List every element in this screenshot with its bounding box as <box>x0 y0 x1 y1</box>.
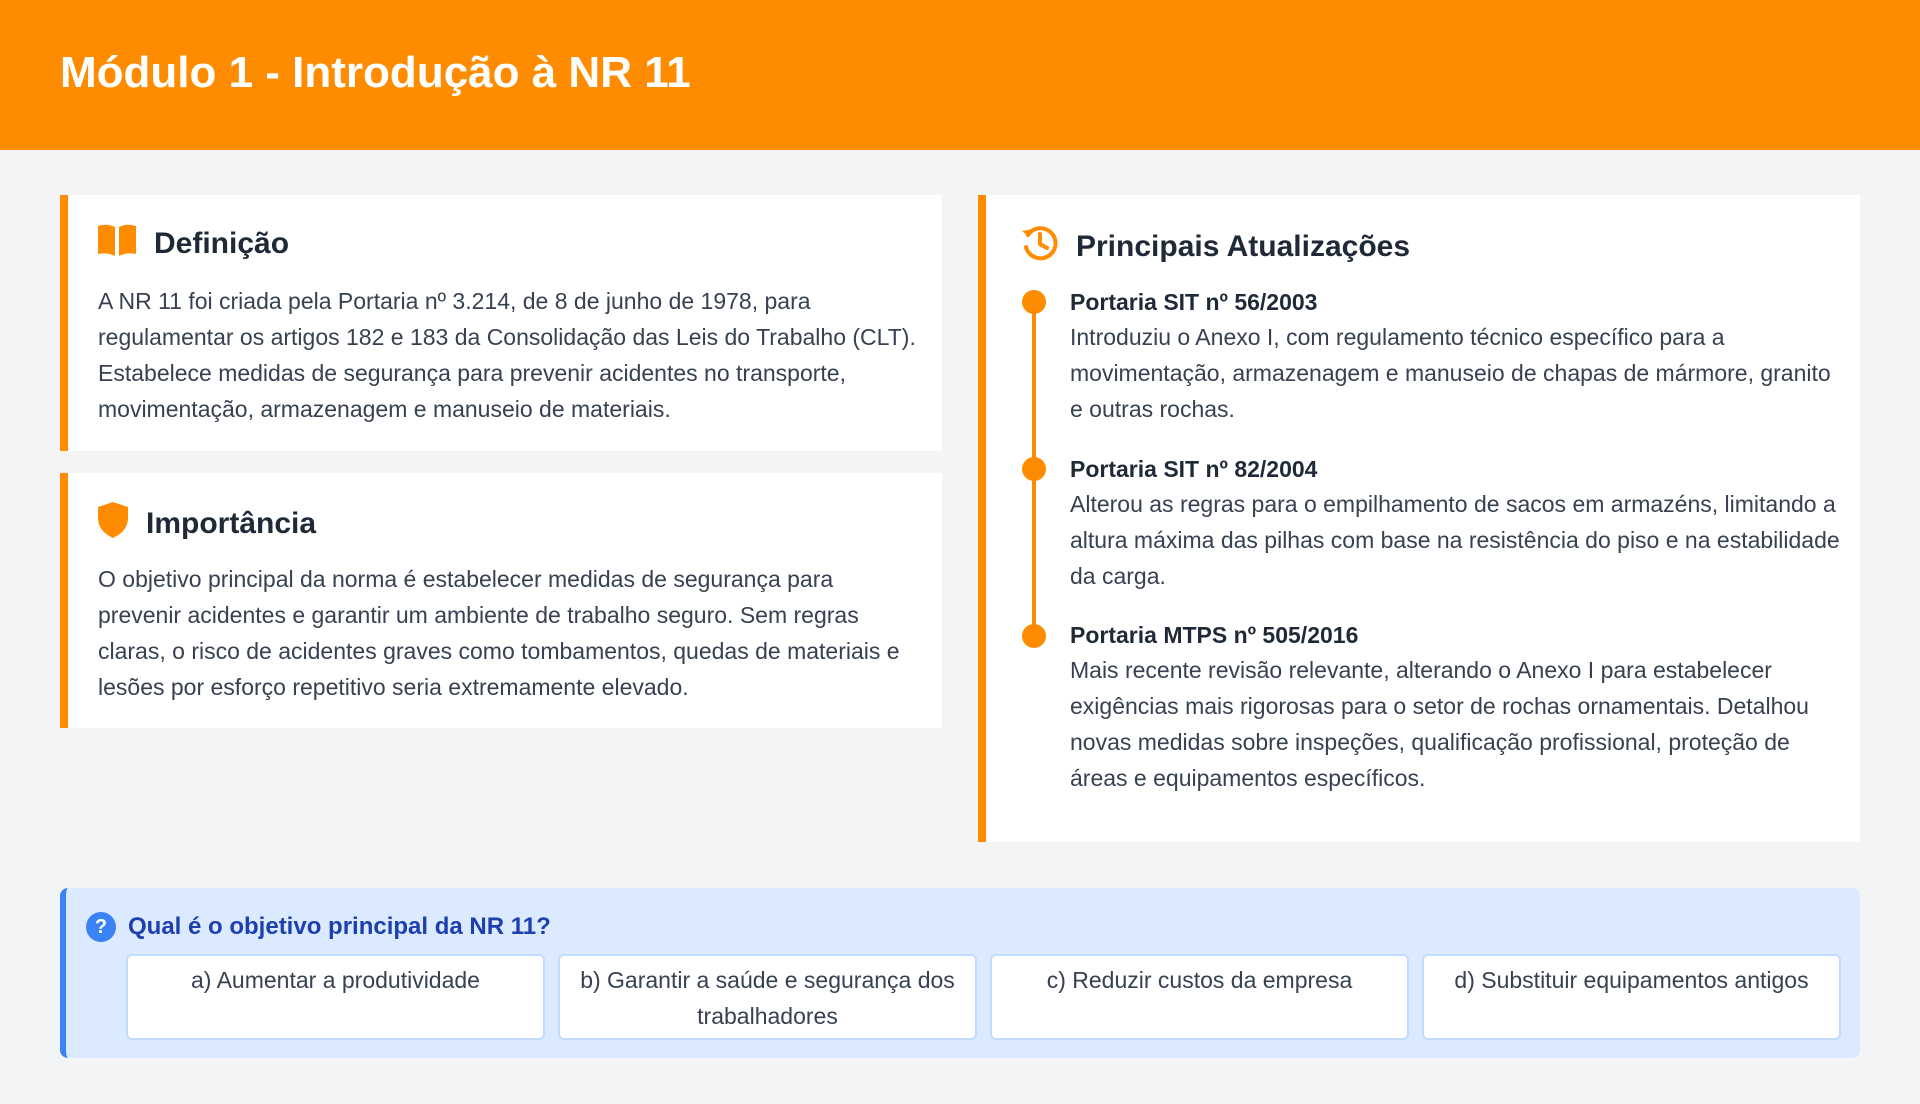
quiz-question-text: Qual é o objetivo principal da NR 11? <box>128 913 551 940</box>
timeline-item-title: Portaria SIT nº 82/2004 <box>1070 456 1318 482</box>
definition-card <box>60 195 942 451</box>
quiz-option-c[interactable]: c) Reduzir custos da empresa <box>990 954 1409 1040</box>
definition-title: Definição <box>154 227 290 260</box>
updates-card <box>978 195 1860 842</box>
question-circle-icon: ? <box>86 912 116 942</box>
definition-text: A NR 11 foi criada pela Portaria nº 3.214, de 8 de junho de 1978, para regulamentar os artigos 182 e 183 da Consolidação das Leis do Trabalho (CLT). Estabelece medidas de segurança para prevenir acidentes no transporte, movimentação, armazenagem e manuseio de materiais. <box>98 288 916 422</box>
timeline-dot <box>1022 624 1046 648</box>
timeline-item-title: Portaria SIT nº 56/2003 <box>1070 289 1318 315</box>
importance-text: O objetivo principal da norma é estabelecer medidas de segurança para prevenir acidentes e garantir um ambiente de trabalho seguro. Sem regras claras, o risco de acidentes graves como tombamentos, quedas de materiais e lesões por esforço repetitivo seria extremamente elevado. <box>98 566 900 700</box>
updates-heading <box>1020 223 1410 271</box>
timeline-item-title: Portaria MTPS nº 505/2016 <box>1070 622 1359 648</box>
timeline-dot <box>1022 290 1046 314</box>
timeline-item-text: Introduziu o Anexo I, com regulamento técnico específico para a movimentação, armazenagem e manuseio de chapas de mármore, granito e outras rochas. <box>1070 324 1831 422</box>
updates-title: Principais Atualizações <box>1076 230 1411 263</box>
importance-card <box>60 473 942 728</box>
quiz-question <box>86 912 551 942</box>
definition-heading <box>96 223 289 265</box>
timeline-dot <box>1022 457 1046 481</box>
page-title: Módulo 1 - Introdução à NR 11 <box>60 48 691 97</box>
page-header <box>0 0 1920 150</box>
quiz-option-d[interactable]: d) Substituir equipamentos antigos <box>1422 954 1841 1040</box>
importance-heading <box>96 501 316 547</box>
timeline-item-text: Mais recente revisão relevante, alterando o Anexo I para estabelecer exigências mais rigorosas para o setor de rochas ornamentais. Detalhou novas medidas sobre inspeções, qualificação profissional, proteção de áreas e equipamentos específicos. <box>1070 657 1809 791</box>
history-icon <box>1020 223 1060 271</box>
quiz-panel <box>60 888 1860 1058</box>
timeline-item-text: Alterou as regras para o empilhamento de sacos em armazéns, limitando a altura máxima das pilhas com base na resistência do piso e na estabilidade da carga. <box>1070 491 1840 589</box>
importance-title: Importância <box>146 507 317 540</box>
quiz-option-b[interactable]: b) Garantir a saúde e segurança dos trabalhadores <box>558 954 977 1040</box>
quiz-option-a[interactable]: a) Aumentar a produtividade <box>126 954 545 1040</box>
book-open-icon <box>96 223 138 265</box>
shield-icon <box>96 501 130 547</box>
